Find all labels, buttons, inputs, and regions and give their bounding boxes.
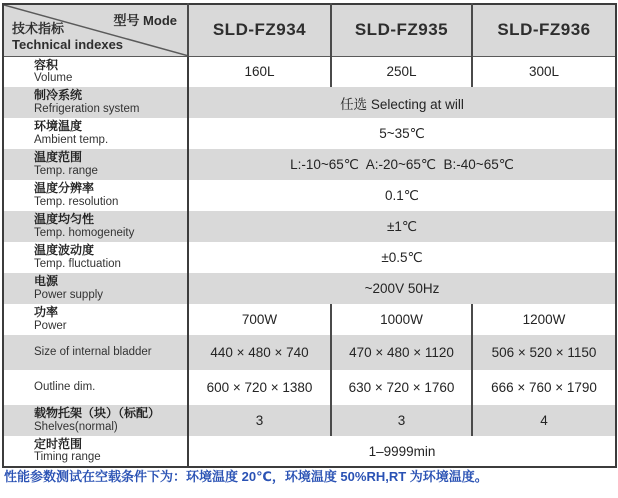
cell-value: 666 × 760 × 1790 (472, 370, 616, 405)
row-label (3, 242, 188, 273)
corner-indexes-zh: 技术指标 (12, 21, 65, 36)
row-label-en: Temp. homogeneity (34, 226, 135, 239)
row-label-zh: 容积 (34, 57, 59, 72)
row-label-en: Temp. range (34, 164, 98, 177)
table-row-refrigeration (3, 87, 616, 118)
table-row-timing-range (3, 436, 616, 467)
cell-value-span: ±0.5℃ (381, 249, 423, 265)
table-row-temp-homogeneity (3, 211, 616, 242)
cell-value: 3 (255, 413, 264, 428)
row-label-en: Power (34, 319, 67, 332)
table-row-volume (3, 56, 616, 87)
row-label-zh: 电源 (34, 274, 59, 289)
model-header-3: SLD-FZ936 (472, 4, 616, 56)
row-label-en: Outline dim. (34, 380, 96, 393)
row-label (3, 87, 188, 118)
model-header-1: SLD-FZ934 (188, 4, 331, 56)
cell-value: 700W (241, 312, 278, 327)
corner-model-label: 型号 Mode (113, 13, 177, 28)
corner-indexes-en: Technical indexes (12, 37, 124, 53)
cell-value: 1000W (331, 304, 472, 335)
table-row-ambient-temp (3, 118, 616, 149)
row-label-zh: 功率 (34, 305, 59, 320)
cell-value-span: 5~35℃ (379, 125, 425, 141)
cell-value-span: 0.1℃ (385, 187, 419, 203)
row-label (3, 273, 188, 304)
table-row-power (3, 304, 616, 335)
cell-value: 300L (472, 56, 616, 87)
row-label-zh: 环境温度 (34, 119, 83, 134)
row-label (3, 335, 188, 370)
table-row-temp-resolution (3, 180, 616, 211)
row-label (3, 149, 188, 180)
cell-value-span: ±1℃ (386, 218, 418, 234)
table-row-temp-range (3, 149, 616, 180)
cell-value: 1200W (472, 304, 616, 335)
header-row (3, 4, 616, 56)
row-label (3, 118, 188, 149)
row-label-en: Timing range (34, 451, 101, 464)
row-label-en: Power supply (34, 288, 104, 301)
row-label-en: Volume (34, 72, 73, 85)
row-label-en: Temp. resolution (34, 195, 119, 208)
row-label-en: Shelves(normal) (34, 420, 118, 433)
row-label-zh: 载物托架（块）（标配） (34, 406, 161, 421)
table-row-outline-dim (3, 370, 616, 405)
cell-value: 506 × 520 × 1150 (472, 335, 616, 370)
table-row-power-supply (3, 273, 616, 304)
row-label (3, 180, 188, 211)
row-label-zh: 温度分辨率 (34, 181, 95, 196)
row-label-zh: 温度均匀性 (34, 212, 95, 227)
row-label (3, 304, 188, 335)
table-row-shelves (3, 405, 616, 436)
table-row-bladder-size (3, 335, 616, 370)
cell-value: 4 (472, 405, 616, 436)
corner-header-cell (3, 4, 188, 56)
row-label-en: Temp. fluctuation (34, 257, 121, 270)
cell-value-span: ~200V 50Hz (364, 281, 440, 296)
cell-value: 470 × 480 × 1120 (331, 335, 472, 370)
cell-value-span: 任选 Selecting at will (340, 96, 464, 112)
row-label-en: Refrigeration system (34, 102, 140, 115)
row-label-zh: 定时范围 (34, 436, 83, 451)
corner-indexes-label (12, 21, 123, 54)
cell-value-span: 1–9999min (368, 443, 436, 459)
cell-value: 160L (244, 64, 275, 80)
row-label-zh: 温度波动度 (34, 243, 95, 258)
cell-value-span: L:-10~65℃ A:-20~65℃ B:-40~65℃ (290, 156, 514, 172)
table-row-temp-fluctuation (3, 242, 616, 273)
row-label-zh: 制冷系统 (34, 88, 83, 103)
row-label-en: Ambient temp. (34, 133, 109, 146)
test-conditions-footnote: 性能参数测试在空载条件下为：环境温度 20℃，环境温度 50%RH,RT 为环境温度。 (4, 469, 488, 484)
cell-value: 3 (331, 405, 472, 436)
cell-value: 600 × 720 × 1380 (206, 380, 313, 395)
row-label (3, 436, 188, 467)
row-label-en: Size of internal bladder (34, 345, 152, 358)
cell-value: 250L (331, 56, 472, 87)
row-label (3, 405, 188, 436)
row-label (3, 370, 188, 405)
model-header-2: SLD-FZ935 (331, 4, 472, 56)
cell-value: 630 × 720 × 1760 (331, 370, 472, 405)
row-label (3, 56, 188, 87)
row-label (3, 211, 188, 242)
row-label-zh: 温度范围 (34, 150, 83, 165)
cell-value: 440 × 480 × 740 (210, 345, 309, 360)
technical-indexes-table (2, 3, 617, 468)
